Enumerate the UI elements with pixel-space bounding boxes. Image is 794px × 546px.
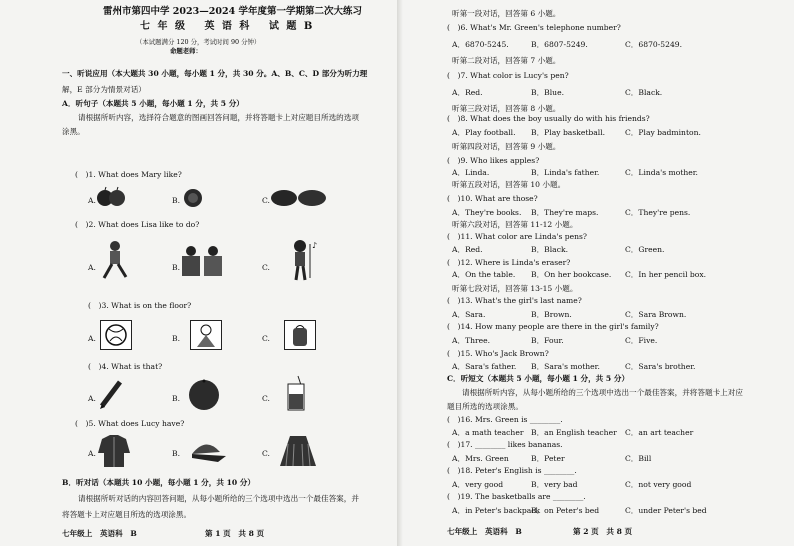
q19-option-b: B．on Peter's bed [531, 506, 600, 515]
q18-option-c: C．not very good [625, 480, 692, 489]
q13-option-b: B．Brown. [531, 310, 572, 319]
q8-option-c: C．Play badminton. [625, 128, 701, 137]
dialogue-1-heading: 听第一段对话，回答第 6 小题。 [452, 9, 561, 18]
q17-option-a: A．Mrs. Green [452, 454, 509, 463]
q19-option-a: A．in Peter's backpack [452, 506, 541, 515]
q14-option-a: A．Three. [452, 336, 491, 345]
question-2: ( )2. What does Lisa like to do? [75, 220, 200, 229]
q4-option-b-label: B. [172, 394, 180, 403]
q15-option-a: A．Sara's father. [452, 362, 517, 371]
q1-option-a-label: A. [88, 196, 96, 205]
footer-page-number: 第 1 页 共 8 页 [205, 529, 265, 538]
question-7: ( )7. What color is Lucy's pen? [447, 71, 569, 80]
q1-option-c-label: C. [262, 196, 270, 205]
question-14: ( )14. How many people are there in the girl's family? [447, 322, 659, 331]
cap-picture [188, 438, 228, 466]
q11-option-a: A．Red. [452, 245, 483, 254]
exam-title: 雷州市第四中学 2023—2024 学年度第一学期第二次大练习 [103, 6, 362, 17]
question-9: ( )9. Who likes apples? [447, 156, 540, 165]
q10-option-c: C．They're pens. [625, 208, 691, 217]
q19-option-c: C．under Peter's bed [625, 506, 707, 515]
dialogue-3-heading: 听第三段对话，回答第 8 小题。 [452, 104, 561, 113]
jacket-picture [96, 433, 132, 469]
volleyball-picture [101, 321, 131, 349]
q18-option-a: A．very good [452, 480, 504, 489]
footer-subject: 七年级上 英语科 B [62, 529, 137, 538]
q3-option-b-box [190, 320, 222, 350]
q3-option-b-label: B. [172, 334, 180, 343]
juice-glass-picture [284, 374, 308, 412]
q7-option-c: C．Black. [625, 88, 663, 97]
q9-option-c: C．Linda's mother. [625, 168, 698, 177]
q2-option-c-label: C. [262, 263, 270, 272]
q11-option-b: B．Black. [531, 245, 568, 254]
pencil-picture [96, 378, 124, 412]
dialogue-4-heading: 听第四段对话，回答第 9 小题。 [452, 142, 561, 151]
question-18: ( )18. Peter's English is ________. [447, 466, 577, 475]
q15-option-c: C．Sara's brother. [625, 362, 696, 371]
singing-girl-picture [280, 238, 320, 282]
q8-option-b: B．Play basketball. [531, 128, 606, 137]
apples-picture [96, 186, 126, 208]
q12-option-a: A．On the table. [452, 270, 516, 279]
q16-option-c: C．an art teacher [625, 428, 694, 437]
orange-fruit-picture [186, 376, 222, 412]
exam-note: （本试题满分 120 分，考试时间 90 分钟） [136, 38, 261, 46]
q10-option-a: A．They're books. [452, 208, 522, 217]
dialogue-2-heading: 听第二段对话，回答第 7 小题。 [452, 56, 561, 65]
q12-option-c: C．In her pencil box. [625, 270, 707, 279]
question-17: ( )17. ________ likes bananas. [447, 440, 563, 449]
q5-option-b-label: B. [172, 449, 180, 458]
q7-option-a: A．Red. [452, 88, 483, 97]
cartoon-toy-picture [191, 321, 221, 349]
question-16: ( )16. Mrs. Green is ________. [447, 415, 563, 424]
exam-author: 命题老师： [170, 47, 202, 55]
q3-option-c-label: C. [262, 334, 270, 343]
backpack-picture [285, 321, 315, 349]
q1-option-b-label: B. [172, 196, 180, 205]
q6-option-b: B．6807-5249. [531, 40, 588, 49]
question-4: ( )4. What is that? [88, 362, 163, 371]
q16-option-a: A．a math teacher [452, 428, 524, 437]
section-a-heading: A．听句子（本题共 5 小题，每小题 1 分，共 5 分） [62, 99, 244, 108]
question-12: ( )12. Where is Linda's eraser? [447, 258, 571, 267]
dialogue-5-heading: 听第五段对话，回答第 10 小题。 [452, 180, 566, 189]
q2-option-a-label: A. [88, 263, 96, 272]
svg-text:♪: ♪ [312, 241, 318, 250]
q14-option-b: B．Four. [531, 336, 564, 345]
q16-option-b: B．an English teacher [531, 428, 617, 437]
q14-option-c: C．Five. [625, 336, 658, 345]
question-6: ( )6. What's Mr. Green's telephone number? [447, 23, 621, 32]
section-c-heading: C．听短文（本题共 5 小题，每小题 1 分，共 5 分） [447, 374, 630, 383]
running-girl-picture [98, 240, 132, 282]
question-15: ( )15. Who's Jack Brown? [447, 349, 549, 358]
q5-option-c-label: C. [262, 449, 270, 458]
section-a-instruction: 请根据所听内容，选择符合题意的图画回答问题，并将答题卡上对应题目所选的选项 [78, 113, 359, 122]
q8-option-a: A．Play football. [452, 128, 516, 137]
orange-picture [180, 186, 206, 208]
people-sitting-picture [180, 242, 224, 280]
section-b-heading: B．听对话（本题共 10 小题，每小题 1 分，共 10 分） [62, 478, 255, 487]
bananas-picture [270, 186, 328, 208]
section-c-instruction: 请根据所听内容，从每小题所给的三个选项中选出一个最佳答案，并将答题卡上对应 [462, 388, 743, 397]
exam-subtitle: 七 年 级 英 语 科 试 题 B [140, 21, 315, 32]
q13-option-a: A．Sara. [452, 310, 486, 319]
q17-option-b: B．Peter [531, 454, 565, 463]
q9-option-a: A．Linda. [452, 168, 490, 177]
question-8: ( )8. What does the boy usually do with his friends? [447, 114, 650, 123]
skirt-picture [278, 434, 318, 468]
q3-option-a-label: A. [88, 334, 96, 343]
q17-option-c: C．Bill [625, 454, 652, 463]
question-11: ( )11. What color are Linda's pens? [447, 232, 587, 241]
page-fold-shadow [397, 0, 403, 546]
section-b-instruction-cont: 将答题卡上对应题目所选的选项涂黑。 [62, 510, 192, 519]
q11-option-c: C．Green. [625, 245, 665, 254]
footer-page-number: 第 2 页 共 8 页 [573, 527, 633, 536]
dialogue-7-heading: 听第七段对话，回答第 13-15 小题。 [452, 284, 578, 293]
exam-page-2 [397, 0, 794, 546]
footer-subject: 七年级上 英语科 B [447, 527, 522, 536]
q3-option-a-box [100, 320, 132, 350]
part1-heading-cont: 解，E 部分为情景对话） [62, 85, 146, 94]
part1-heading: 一、听说应用（本大题共 30 小题，每小题 1 分，共 30 分。A、B、C、D 部分为听力理 [62, 69, 368, 78]
section-a-instruction-cont: 涂黑。 [62, 127, 85, 136]
question-19: ( )19. The basketballs are ________. [447, 492, 586, 501]
q7-option-b: B．Blue. [531, 88, 564, 97]
q10-option-b: B．They're maps. [531, 208, 599, 217]
q18-option-b: B．very bad [531, 480, 578, 489]
q5-option-a-label: A. [88, 449, 96, 458]
q15-option-b: B．Sara's mother. [531, 362, 600, 371]
question-5: ( )5. What does Lucy have? [75, 419, 185, 428]
dialogue-6-heading: 听第六段对话，回答第 11-12 小题。 [452, 220, 578, 229]
section-b-instruction: 请根据所听对话的内容回答问题，从每小题所给的三个选项中选出一个最佳答案，并 [78, 494, 359, 503]
question-13: ( )13. What's the girl's last name? [447, 296, 582, 305]
question-1: ( )1. What does Mary like? [75, 170, 182, 179]
q13-option-c: C．Sara Brown. [625, 310, 687, 319]
section-c-instruction-cont: 题目所选的选项涂黑。 [447, 402, 523, 411]
q12-option-b: B．On her bookcase. [531, 270, 612, 279]
q3-option-c-box [284, 320, 316, 350]
question-3: ( )3. What is on the floor? [88, 301, 192, 310]
q6-option-a: A．6870-5245. [452, 40, 509, 49]
q6-option-c: C．6870-5249. [625, 40, 683, 49]
q9-option-b: B．Linda's father. [531, 168, 600, 177]
question-10: ( )10. What are those? [447, 194, 538, 203]
q2-option-b-label: B. [172, 263, 180, 272]
q4-option-c-label: C. [262, 394, 270, 403]
q4-option-a-label: A. [88, 394, 96, 403]
